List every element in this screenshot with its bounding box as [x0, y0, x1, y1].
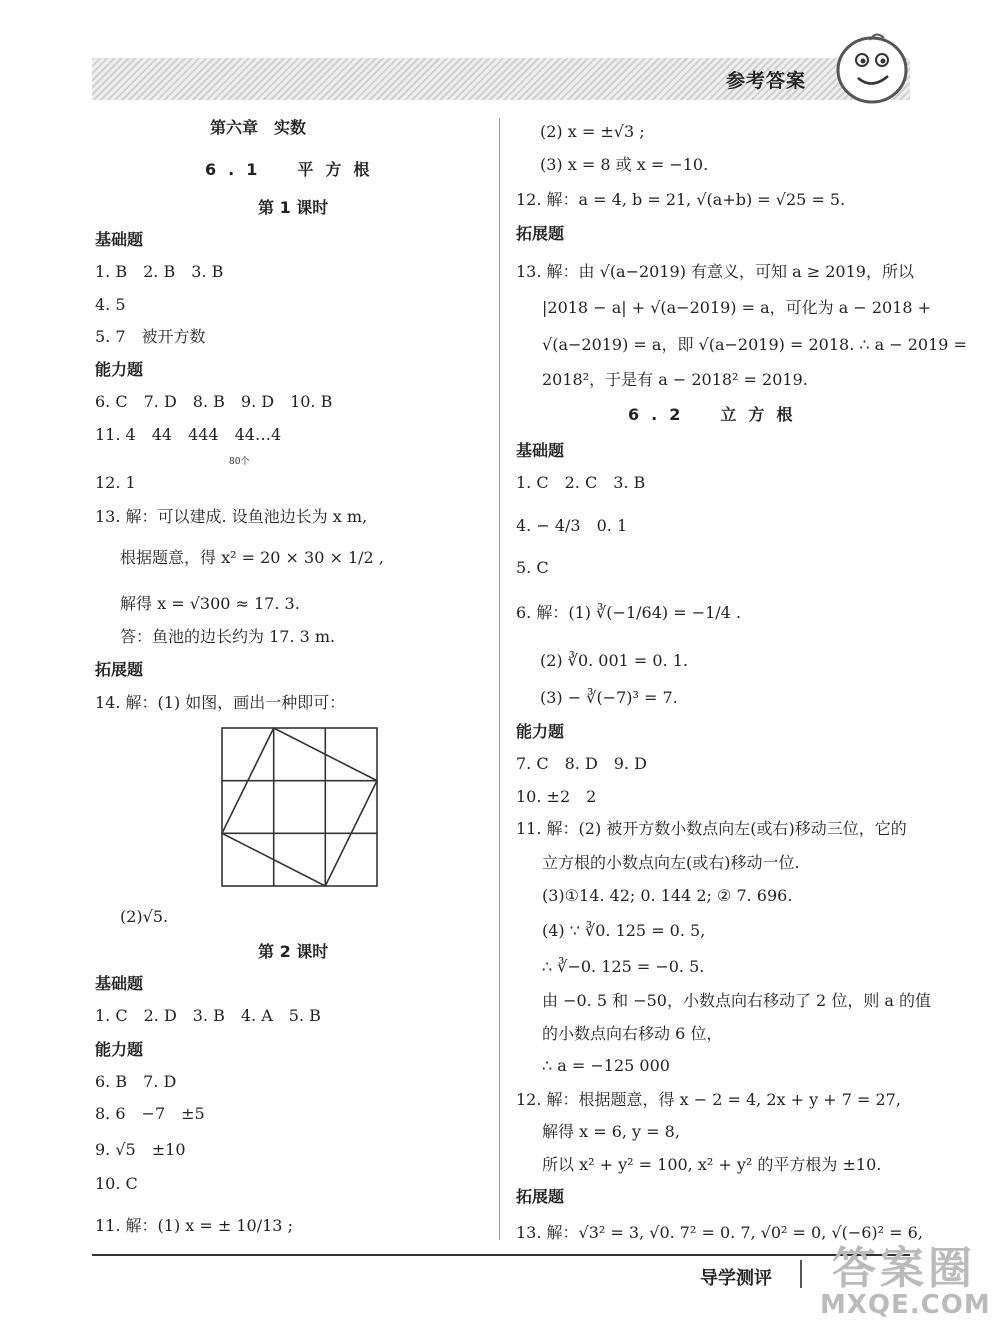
- mascot-icon: [830, 30, 912, 106]
- answer-line: 解得 x = 6, y = 8,: [542, 1122, 680, 1141]
- answer-line: 13. 解：√3² = 3, √0. 7² = 0. 7, √0² = 0, √(−6)² = 6,: [516, 1223, 923, 1242]
- section-title: 6.1 平方根: [205, 160, 382, 179]
- lesson-heading: 第 2 课时: [258, 942, 329, 961]
- answer-line: 7. C 8. D 9. D: [516, 754, 647, 773]
- answer-line: 由 −0. 5 和 −50，小数点向右移动了 2 位，则 a 的值: [542, 991, 932, 1010]
- answer-line: (3) x = 8 或 x = −10.: [540, 155, 709, 174]
- footer-line: [92, 1254, 910, 1256]
- answer-line: 根据题意，得 x² = 20 × 30 × 1/2 ,: [120, 548, 384, 567]
- category-heading: 能力题: [95, 360, 144, 379]
- answer-line: 12. 1: [95, 473, 136, 492]
- category-heading: 能力题: [516, 722, 565, 741]
- answer-line: 10. C: [95, 1174, 138, 1193]
- category-heading: 能力题: [95, 1040, 144, 1059]
- footer-separator: [800, 1260, 802, 1288]
- section-title: 6.2 立方根: [628, 405, 805, 424]
- category-heading: 拓展题: [95, 660, 144, 679]
- answer-line: 解得 x = √300 ≈ 17. 3.: [120, 594, 300, 613]
- answer-line: ∴ a = −125 000: [542, 1056, 670, 1075]
- answer-line: 4. 5: [95, 295, 126, 314]
- answer-line: 1. B 2. B 3. B: [95, 262, 224, 281]
- answer-line: (3) − ∛(−7)³ = 7.: [540, 688, 678, 707]
- answer-line: 11. 解：(2) 被开方数小数点向左(或右)移动三位，它的: [516, 819, 907, 838]
- answer-line: 80个: [229, 457, 250, 467]
- answer-line: 立方根的小数点向左(或右)移动一位.: [542, 853, 800, 872]
- answer-line: 答：鱼池的边长约为 17. 3 m.: [120, 627, 336, 646]
- lesson-heading: 第 1 课时: [258, 198, 329, 217]
- answer-line: 6. C 7. D 8. B 9. D 10. B: [95, 392, 333, 411]
- answer-line: 6. B 7. D: [95, 1072, 177, 1091]
- category-heading: 拓展题: [516, 224, 565, 243]
- answer-line: 11. 4 44 444 44…4: [95, 425, 282, 444]
- answer-line: ∴ ∛−0. 125 = −0. 5.: [542, 957, 705, 976]
- answer-line: |2018 − a| + √(a−2019) = a，可化为 a − 2018 +: [542, 298, 932, 317]
- answer-line: 12. 解：a = 4, b = 21, √(a+b) = √25 = 5.: [516, 190, 846, 209]
- column-divider: [499, 118, 500, 1240]
- answer-line: √(a−2019) = a，即 √(a−2019) = 2018. ∴ a − 2019 =: [542, 335, 967, 354]
- answer-line: 1. C 2. D 3. B 4. A 5. B: [95, 1006, 321, 1025]
- footer-title: 导学测评: [700, 1268, 772, 1289]
- answer-line: 12. 解：根据题意，得 x − 2 = 4, 2x + y + 7 = 27,: [516, 1090, 901, 1109]
- header-title: 参考答案: [726, 70, 807, 92]
- answer-line: 9. √5 ±10: [95, 1140, 186, 1159]
- watermark-logo: 答案圈: [832, 1243, 976, 1294]
- answer-line: 14. 解：(1) 如图，画出一种即可：: [95, 693, 346, 712]
- answer-line: 的小数点向右移动 6 位，: [542, 1024, 723, 1043]
- answer-line: 5. 7 被开方数: [95, 327, 206, 346]
- answer-line: 13. 解：由 √(a−2019) 有意义，可知 a ≥ 2019，所以: [516, 262, 914, 281]
- answer-line: (2) ∛0. 001 = 0. 1.: [540, 651, 689, 670]
- category-heading: 基础题: [95, 230, 144, 249]
- answer-line: 5. C: [516, 558, 549, 577]
- answer-line: (4) ∵ ∛0. 125 = 0. 5,: [542, 921, 706, 940]
- answer-line: (2) x = ±√3 ;: [540, 122, 645, 141]
- category-heading: 拓展题: [516, 1187, 565, 1206]
- answer-line: 13. 解：可以建成. 设鱼池边长为 x m,: [95, 507, 368, 526]
- square-grid-figure: [221, 727, 378, 887]
- answer-line: 10. ±2 2: [516, 787, 597, 806]
- watermark-url: MXQE.COM: [820, 1290, 991, 1320]
- chapter-title: 第六章 实数: [210, 118, 307, 137]
- answer-line: (2)√5.: [120, 907, 169, 926]
- answer-line: (3)①14. 42; 0. 144 2; ② 7. 696.: [542, 886, 793, 905]
- category-heading: 基础题: [95, 974, 144, 993]
- answer-line: 11. 解：(1) x = ± 10/13 ;: [95, 1216, 293, 1235]
- answer-line: 所以 x² + y² = 100, x² + y² 的平方根为 ±10.: [542, 1155, 882, 1174]
- answer-line: 4. − 4/3 0. 1: [516, 516, 628, 535]
- answer-line: 8. 6 −7 ±5: [95, 1104, 205, 1123]
- category-heading: 基础题: [516, 441, 565, 460]
- answer-line: 2018²，于是有 a − 2018² = 2019.: [542, 370, 808, 389]
- answer-line: 6. 解：(1) ∛(−1/64) = −1/4 .: [516, 603, 742, 622]
- answer-line: 1. C 2. C 3. B: [516, 473, 646, 492]
